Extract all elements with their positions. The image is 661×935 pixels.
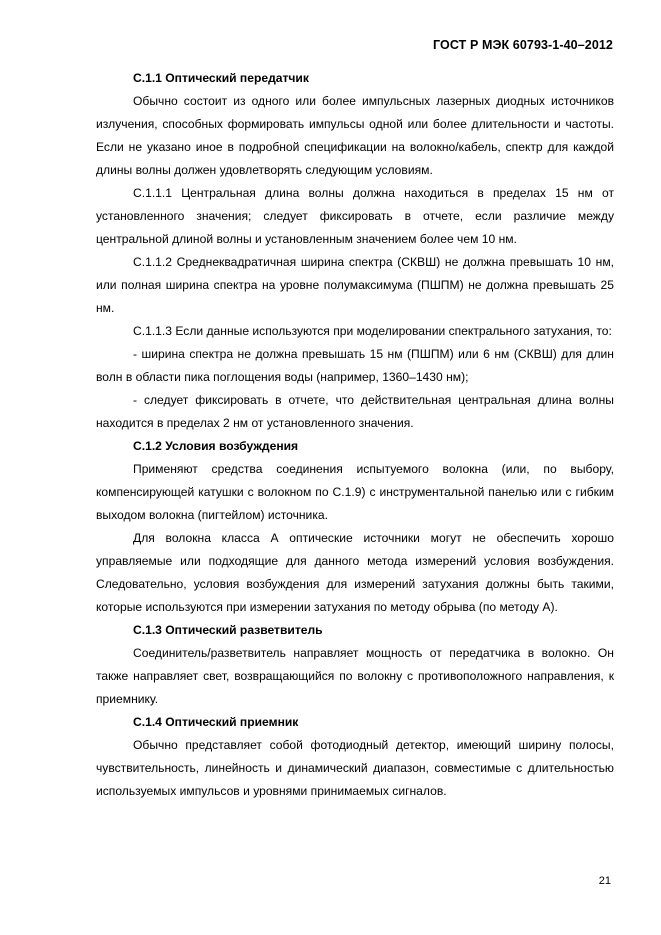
section-optical-receiver (96, 711, 614, 803)
section-launch-conditions (96, 435, 614, 619)
page-number: 21 (598, 875, 611, 887)
section-heading: С.1.2 Условия возбуждения (133, 439, 299, 453)
paragraph: Соединитель/разветвитель направляет мощность от передатчика в волокно. Он также направляет свет, возвращающийся по волокну с противоположного направления, к приемнику. (96, 646, 614, 706)
paragraph: Обычно представляет собой фотодиодный детектор, имеющий ширину полосы, чувствительность, линейность и динамический диапазон, совместимые с длительностью используемых импульсов и уровнями принимаемых сигналов. (96, 738, 614, 798)
section-heading: С.1.1 Оптический передатчик (133, 71, 309, 85)
paragraph: С.1.1.3 Если данные используются при моделировании спектрального затухания, то: (133, 324, 612, 338)
document-body (96, 67, 614, 803)
paragraph: Для волокна класса А оптические источники могут не обеспечить хорошо управляемые или подходящие для данного метода измерений условия возбуждения. Следовательно, условия возбуждения для измерений затухания должны быть такими, которые используются при измерении затухания по методу обрыва (по методу А). (96, 531, 614, 614)
section-optical-transmitter (96, 67, 614, 435)
paragraph: С.1.1.2 Среднеквадратичная ширина спектра (СКВШ) не должна превышать 10 нм, или полная ширина спектра на уровне полумаксимума (ПШПМ) не должна превышать 25 нм. (96, 255, 614, 315)
section-heading: С.1.4 Оптический приемник (133, 715, 299, 729)
section-optical-splitter (96, 619, 614, 711)
list-item: - следует фиксировать в отчете, что действительная центральная длина волны находится в пределах 2 нм от установленного значения. (96, 393, 614, 430)
paragraph: Применяют средства соединения испытуемого волокна (или, по выбору, компенсирующей катушки с волокном по С.1.9) с инструментальной панелью или с гибким выходом волокна (пигтейлом) источника. (96, 462, 614, 522)
list-item: - ширина спектра не должна превышать 15 нм (ПШПМ) или 6 нм (СКВШ) для длин волн в области пика поглощения воды (например, 1360–1430 нм); (96, 347, 614, 384)
section-heading: С.1.3 Оптический разветвитель (133, 623, 323, 637)
paragraph: Обычно состоит из одного или более импульсных лазерных диодных источников излучения, способных формировать импульсы одной или более длительности и частоты. Если не указано иное в подробной спецификации на волокно/кабель, спектр для каждой длины волны должен удовлетворять следующим условиям. (96, 94, 614, 177)
paragraph: С.1.1.1 Центральная длина волны должна находиться в пределах 15 нм от установленного значения; следует фиксировать в отчете, если различие между центральной длиной волны и установленным значением более чем 10 нм. (96, 186, 614, 246)
document-header: ГОСТ Р МЭК 60793-1-40–2012 (433, 38, 613, 52)
